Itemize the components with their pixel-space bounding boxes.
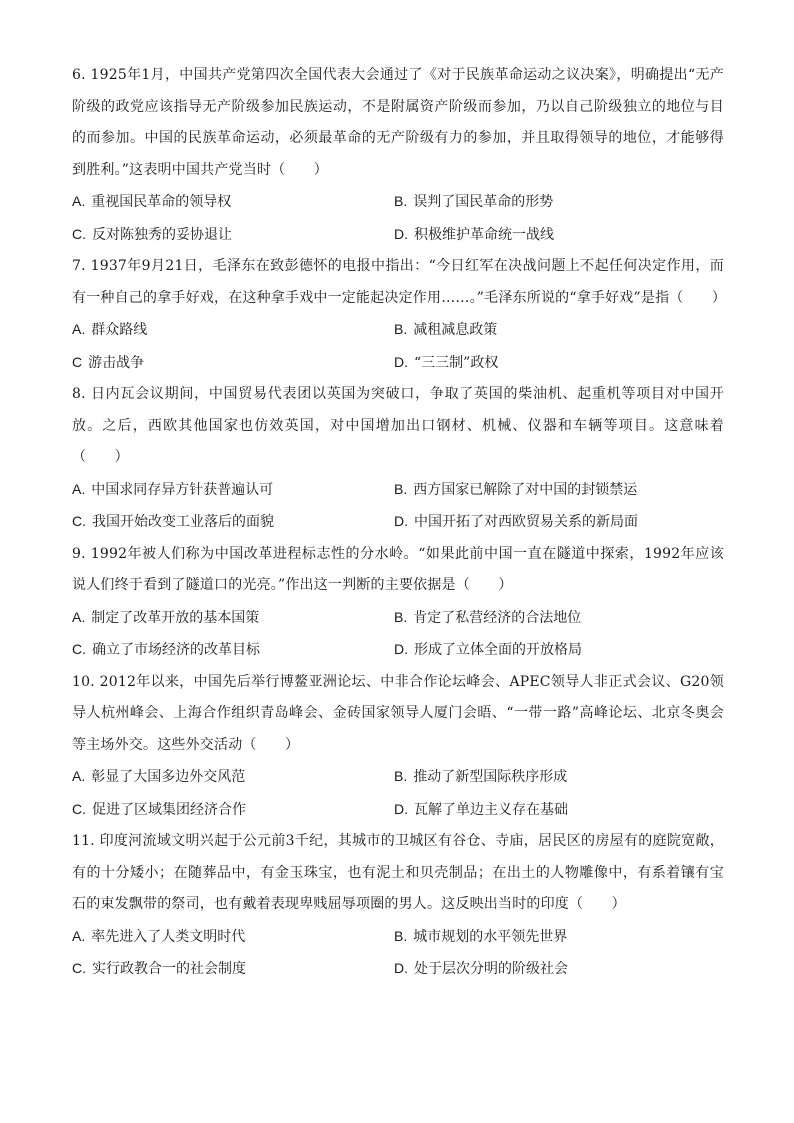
option-text: 促进了区域集团经济合作 bbox=[92, 801, 246, 818]
option-letter: D. bbox=[394, 641, 408, 657]
option-letter: C. bbox=[72, 800, 86, 817]
option-d bbox=[394, 953, 724, 986]
option-grid bbox=[72, 921, 724, 986]
option-letter: A. bbox=[72, 193, 86, 209]
option-text: 实行政教合一的社会制度 bbox=[92, 961, 246, 977]
question-stem: 6. 1925年1月，中国共产党第四次全国代表大会通过了《对于民族革命运动之议决案》，明确提出“无产阶级的政党应该指导无产阶级参加民族运动，不是附属资产阶级而参加，乃以自己阶级独立的地位与目的而参加。中国的民族革命运动，必须最革命的无产阶级有力的参加，并且取得领导的地位，才能够得到胜利。”这表明中国共产党当时（ ） bbox=[72, 67, 724, 178]
option-text: 游击战争 bbox=[88, 354, 145, 371]
question-10 bbox=[72, 667, 724, 827]
option-text: 我国开始改变工业落后的面貌 bbox=[92, 514, 274, 530]
option-letter: B. bbox=[394, 608, 408, 625]
option-a bbox=[72, 761, 394, 794]
question-8 bbox=[72, 379, 724, 539]
option-grid bbox=[72, 186, 724, 251]
option-text: 西方国家已解除了对中国的封锁禁运 bbox=[413, 481, 638, 498]
option-text: 处于层次分明的阶级社会 bbox=[414, 961, 568, 977]
option-text: 误判了国民革命的形势 bbox=[413, 194, 554, 210]
question-11 bbox=[72, 826, 724, 986]
option-text: 城市规划的水平领先世界 bbox=[413, 928, 568, 945]
option-letter: A. bbox=[72, 480, 86, 497]
option-d bbox=[394, 634, 724, 667]
option-b bbox=[394, 186, 724, 219]
option-letter: A. bbox=[72, 768, 86, 784]
option-d bbox=[394, 794, 724, 827]
option-grid bbox=[72, 314, 724, 379]
option-letter: B. bbox=[394, 193, 408, 209]
option-text: 形成了立体全面的开放格局 bbox=[414, 642, 582, 658]
question-stem: 7. 1937年9月21日，毛泽东在致彭德怀的电报中指出：“今日红军在决战问题上不起任何决定作用，而有一种自己的拿手好戏，在这种拿手戏中一定能起决定作用……。”毛泽东所说的“拿手好戏”是指（ ） bbox=[72, 258, 727, 306]
option-letter: A. bbox=[72, 608, 86, 625]
option-letter: D. bbox=[394, 960, 408, 976]
option-a bbox=[72, 474, 394, 507]
option-a bbox=[72, 186, 394, 219]
option-text: 中国开拓了对西欧贸易关系的新局面 bbox=[414, 514, 638, 530]
option-text: 制定了改革开放的基本国策 bbox=[91, 609, 260, 626]
question-stem: 8. 日内瓦会议期间，中国贸易代表团以英国为突破口，争取了英国的柴油机、起重机等项目对中国开放。之后，西欧其他国家也仿效英国，对中国增加出口钢材、机械、仪器和车辆等项目。这意味着（ ） bbox=[72, 386, 724, 465]
question-stem: 10. 2012年以来，中国先后举行博鳌亚洲论坛、中非合作论坛峰会、APEC领导人非正式会议、G20领导人杭州峰会、上海合作组织青岛峰会、金砖国家领导人厦门会晤、“一带一路”高峰论坛、北京冬奥会等主场外交。这些外交活动（ ） bbox=[72, 673, 724, 753]
option-a bbox=[72, 314, 394, 347]
option-d bbox=[394, 506, 724, 539]
option-letter: B. bbox=[394, 927, 408, 944]
option-d bbox=[394, 219, 724, 252]
option-c bbox=[72, 794, 394, 827]
option-letter: C. bbox=[72, 641, 86, 657]
option-grid bbox=[72, 602, 724, 667]
option-letter: A. bbox=[72, 321, 86, 337]
option-grid bbox=[72, 474, 724, 539]
option-text: 群众路线 bbox=[91, 322, 148, 338]
option-letter: B. bbox=[394, 768, 408, 784]
option-letter: D. bbox=[394, 225, 408, 242]
option-b bbox=[394, 474, 724, 507]
option-letter: C. bbox=[72, 960, 86, 976]
option-c bbox=[72, 219, 394, 252]
option-letter: C bbox=[72, 353, 83, 370]
option-letter: C. bbox=[72, 225, 86, 242]
option-text: 重视国民革命的领导权 bbox=[91, 194, 232, 210]
option-letter: B. bbox=[394, 321, 408, 337]
option-c bbox=[72, 634, 394, 667]
option-b bbox=[394, 921, 724, 954]
option-text: 瓦解了单边主义存在基础 bbox=[414, 801, 568, 818]
question-6 bbox=[72, 60, 724, 251]
option-text: 彰显了大国多边外交风范 bbox=[91, 769, 246, 785]
option-letter: D. bbox=[394, 513, 408, 529]
question-stem: 11. 印度河流域文明兴起于公元前3千纪，其城市的卫城区有谷仓、寺庙，居民区的房屋有的庭院宽敞，有的十分矮小；在随葬品中，有金玉珠宝，也有泥土和贝壳制品；在出土的人物雕像中，有系着镶有宝石的束发飘带的祭司，也有戴着表现卑贱屈辱项圈的男人。这反映出当时的印度（ ） bbox=[72, 833, 724, 912]
question-stem: 9. 1992年被人们称为中国改革进程标志性的分水岭。“如果此前中国一直在隧道中探索，1992年应该说人们终于看到了隧道口的光亮。”作出这一判断的主要依据是（ ） bbox=[72, 545, 724, 593]
option-letter: D. bbox=[394, 353, 408, 370]
option-a bbox=[72, 921, 394, 954]
option-letter: B. bbox=[394, 480, 408, 497]
option-b bbox=[394, 761, 724, 794]
question-7 bbox=[72, 251, 727, 379]
option-a bbox=[72, 602, 394, 635]
option-text: 减租减息政策 bbox=[413, 322, 498, 338]
option-text: 率先进入了人类文明时代 bbox=[91, 928, 246, 945]
option-c bbox=[72, 953, 394, 986]
option-c bbox=[72, 506, 394, 539]
option-grid bbox=[72, 761, 724, 826]
option-text: 肯定了私营经济的合法地位 bbox=[413, 609, 582, 626]
exam-page bbox=[72, 60, 727, 986]
option-d bbox=[394, 347, 724, 380]
option-text: 积极维护革命统一战线 bbox=[414, 226, 554, 243]
option-b bbox=[394, 314, 724, 347]
option-letter: D. bbox=[394, 800, 408, 817]
option-text: 推动了新型国际秩序形成 bbox=[413, 769, 568, 785]
option-text: “三三制”政权 bbox=[414, 354, 499, 371]
option-letter: A. bbox=[72, 927, 86, 944]
option-text: 反对陈独秀的妥协退让 bbox=[92, 226, 232, 243]
question-9 bbox=[72, 539, 724, 667]
option-text: 中国求同存异方针获普遍认可 bbox=[91, 481, 274, 498]
option-c bbox=[72, 347, 394, 380]
option-letter: C. bbox=[72, 513, 86, 529]
option-b bbox=[394, 602, 724, 635]
option-text: 确立了市场经济的改革目标 bbox=[92, 642, 260, 658]
